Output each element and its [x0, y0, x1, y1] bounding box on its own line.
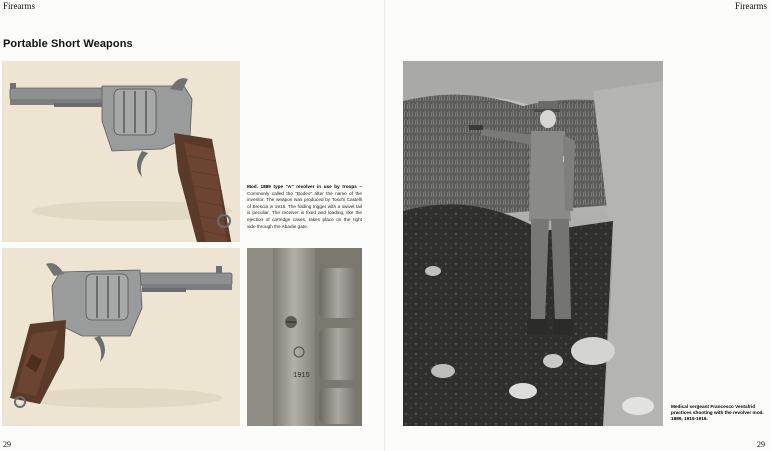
soldier-shooting-illustration [403, 61, 663, 426]
running-head-right: Firearms [735, 1, 767, 11]
cylinder-detail-illustration [247, 248, 362, 426]
revolver-right-profile-photo [2, 248, 240, 426]
revolver-caption [247, 184, 362, 230]
revolver-left-profile-photo [2, 61, 240, 242]
left-page [0, 0, 385, 451]
photo-caption: Medical sergeant Francesco Ventafrid practices shooting with the revolver mod. 1889, 1915-1916. [671, 404, 764, 421]
detail-year-marking: 1915 [293, 372, 310, 380]
cylinder-detail-photo [247, 248, 362, 426]
soldier-shooting-bw-photo [403, 61, 663, 426]
revolver-caption-body: Commonly called the “Bodeo” after the name of the inventor. The weapon was produced by Toschi Castelli of Brescia in 1915. The folding trigger with a swivel tail is peculiar. The receiver is fixed and loading, like the ejection of cartridge cases, takes place on the right side through the Abadie gate. [247, 190, 362, 229]
revolver-right-profile-illustration [2, 248, 240, 426]
running-head-left: Firearms [3, 1, 35, 11]
page-number-left: 29 [3, 440, 11, 449]
page-number-right: 29 [757, 440, 765, 449]
revolver-caption-lead: Mod. 1889 type “A” revolver in use by troops – [247, 184, 362, 189]
section-title: Portable Short Weapons [3, 38, 133, 50]
revolver-left-profile-illustration [2, 61, 240, 242]
